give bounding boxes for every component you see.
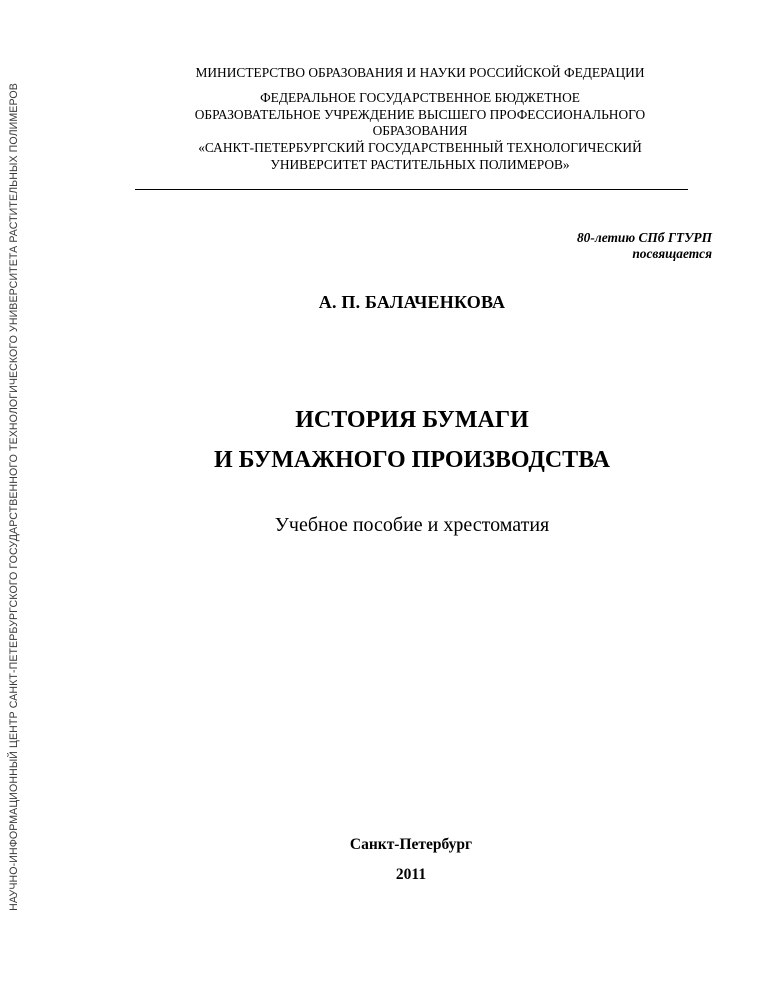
institution-line: ФЕДЕРАЛЬНОЕ ГОСУДАРСТВЕННОЕ БЮДЖЕТНОЕ [260, 89, 580, 105]
institution-line: УНИВЕРСИТЕТ РАСТИТЕЛЬНЫХ ПОЛИМЕРОВ» [270, 156, 570, 172]
ministry-name: МИНИСТЕРСТВО ОБРАЗОВАНИЯ И НАУКИ РОССИЙСКОЙ ФЕДЕРАЦИИ [195, 65, 645, 80]
institution-line: ОБРАЗОВАНИЯ [372, 123, 468, 139]
dedication [577, 230, 712, 262]
header-divider [135, 189, 688, 190]
dedication-line: 80-летию СПб ГТУРП [576, 230, 712, 245]
dedication-line: посвящается [632, 246, 712, 261]
publication-city: Санкт-Петербург [349, 836, 473, 853]
title-line: ИСТОРИЯ БУМАГИ [295, 407, 529, 433]
library-stamp-vertical-text: НАУЧНО-ИНФОРМАЦИОННЫЙ ЦЕНТР САНКТ-ПЕТЕРБУРГСКОГО ГОСУДАРСТВЕННОГО ТЕХНОЛОГИЧЕСКОГО УНИВЕРСИТЕТА РАСТИТЕЛЬНЫХ ПОЛИМЕРОВ [8, 83, 20, 911]
publisher-header [130, 65, 710, 174]
title-line: И БУМАЖНОГО ПРОИЗВОДСТВА [213, 447, 611, 473]
institution-line: ОБРАЗОВАТЕЛЬНОЕ УЧРЕЖДЕНИЕ ВЫСШЕГО ПРОФЕССИОНАЛЬНОГО [194, 106, 646, 122]
institution-line: «САНКТ-ПЕТЕРБУРГСКИЙ ГОСУДАРСТВЕННЫЙ ТЕХНОЛОГИЧЕСКИЙ [198, 140, 642, 156]
author-name: А. П. БАЛАЧЕНКОВА [318, 292, 506, 312]
book-title [0, 400, 768, 480]
book-subtitle: Учебное пособие и хрестоматия [274, 514, 550, 536]
publication-year: 2011 [395, 866, 427, 883]
